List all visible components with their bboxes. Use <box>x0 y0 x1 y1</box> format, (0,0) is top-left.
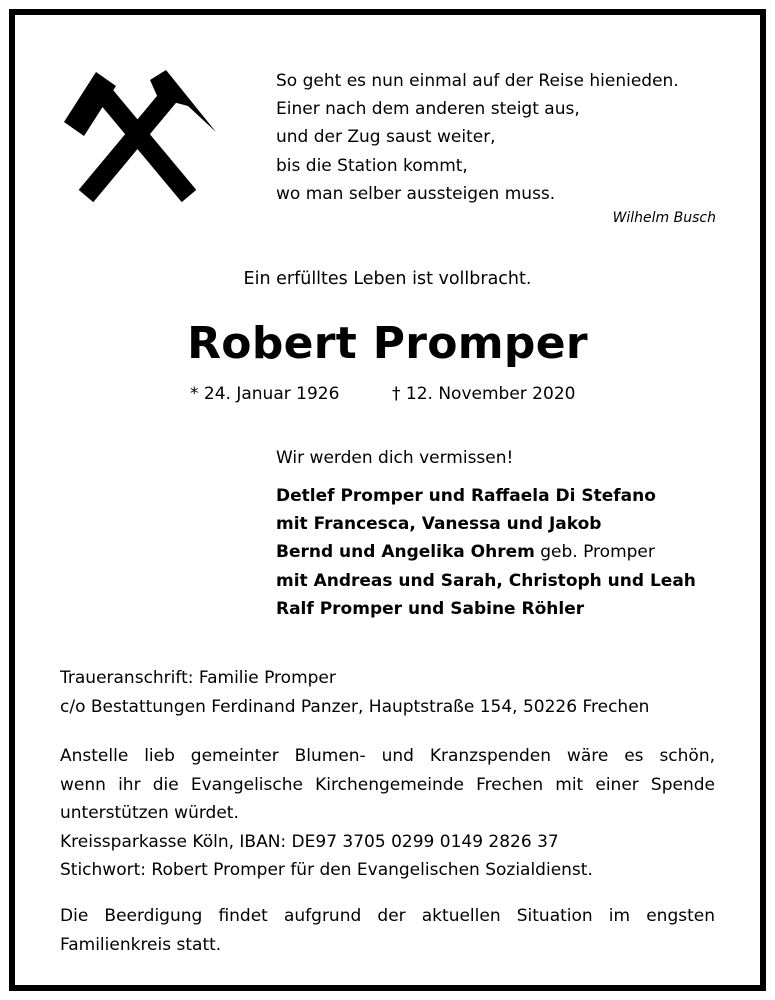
hammer-and-pick-icon <box>60 66 220 206</box>
poem-line: bis die Station kommt, <box>276 155 468 176</box>
birth-date: * 24. Januar 1926 <box>190 384 340 404</box>
bank-details: Kreissparkasse Köln, IBAN: DE97 3705 0299 0149 2826 37 <box>60 831 559 852</box>
family-maiden-name: geb. Promper <box>534 542 655 563</box>
poem <box>276 67 716 208</box>
deceased-name: Robert Promper <box>187 318 588 369</box>
poem-line: wo man selber aussteigen muss. <box>276 183 556 204</box>
family-line <box>276 538 696 566</box>
family-line: mit Francesca, Vanessa und Jakob <box>276 514 602 535</box>
poem-author: Wilhelm Busch <box>612 210 716 226</box>
donation-keyword: Stichwort: Robert Promper für den Evangelischen Sozialdienst. <box>60 860 593 880</box>
intro-text: Ein erfülltes Leben ist vollbracht. <box>243 269 532 289</box>
family-line: mit Andreas und Sarah, Christoph und Leah <box>276 570 696 591</box>
funeral-line: Die Beerdigung findet aufgrund der aktuellen Situation im engsten <box>60 906 715 926</box>
death-date: † 12. November 2020 <box>392 384 576 404</box>
donation-line: unterstützen würdet. <box>60 803 239 823</box>
mourning-address <box>60 664 649 721</box>
family-name-bold: Bernd und Angelika Ohrem <box>276 542 535 563</box>
poem-line: So geht es nun einmal auf der Reise hienieden. <box>276 71 679 91</box>
family-line: Detlef Promper und Raffaela Di Stefano <box>276 486 656 506</box>
donation-line: wenn ihr die Evangelische Kirchengemeinde Frechen mit einer Spende <box>60 774 715 795</box>
poem-line: und der Zug saust weiter, <box>276 127 496 148</box>
miss-text: Wir werden dich vermissen! <box>276 448 514 468</box>
family-line: Ralf Promper und Sabine Röhler <box>276 598 585 619</box>
address-line: Traueranschrift: Familie Promper <box>60 668 336 688</box>
donation-notice <box>60 742 715 885</box>
funeral-line: Familienkreis statt. <box>60 934 222 955</box>
family-list <box>276 482 696 623</box>
funeral-notice <box>60 902 715 959</box>
poem-line: Einer nach dem anderen steigt aus, <box>276 99 580 120</box>
address-line: c/o Bestattungen Ferdinand Panzer, Hauptstraße 154, 50226 Frechen <box>60 696 650 717</box>
donation-line: Anstelle lieb gemeinter Blumen- und Kranzspenden wäre es schön, <box>60 746 715 766</box>
